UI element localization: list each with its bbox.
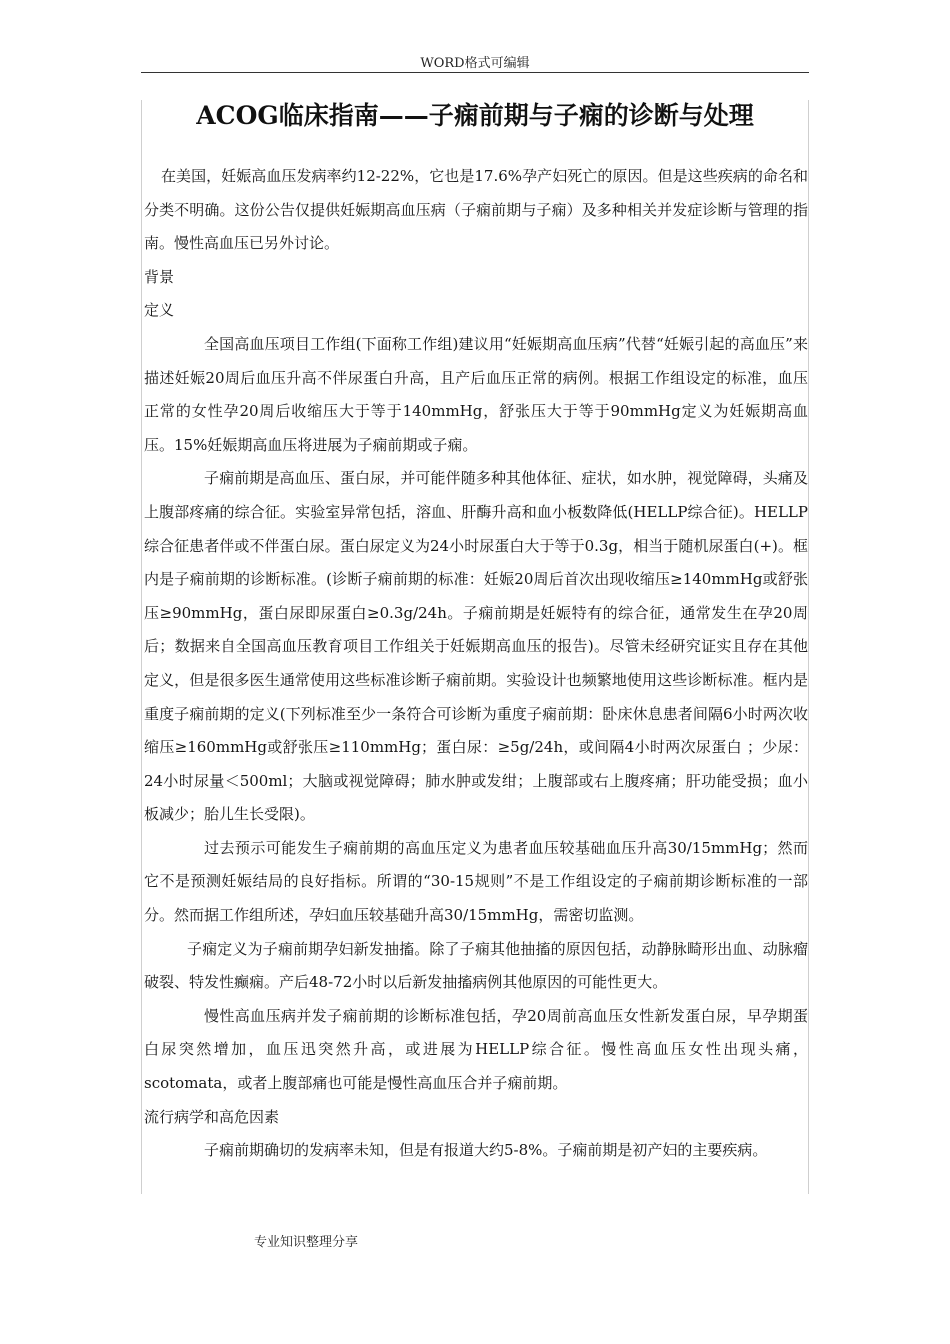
document-title: ACOG临床指南——子痫前期与子痫的诊断与处理 xyxy=(196,101,754,130)
paragraph-incidence: 子痫前期确切的发病率未知，但是有报道大约5-8%。子痫前期是初产妇的主要疾病。 xyxy=(204,1141,768,1160)
paragraph-superimposed-preeclampsia: 慢性高血压病并发子痫前期的诊断标准包括，孕20周前高血压女性新发蛋白尿，早孕期蛋白尿突然增加，血压迅突然升高，或进展为HELLP综合征。慢性高血压女性出现头痛，scotomata，或者上腹部痛也可能是慢性高血压合并子痫前期。 xyxy=(144,1006,808,1093)
right-margin-line xyxy=(808,100,809,1194)
paragraph-preeclampsia: 子痫前期是高血压、蛋白尿，并可能伴随多种其他体征、症状，如水肿，视觉障碍，头痛及上腹部疼痛的综合征。实验室异常包括，溶血、肝酶升高和血小板数降低(HELLP综合征)。HELLP综合征患者伴或不伴蛋白尿。蛋白尿定义为24小时尿蛋白大于等于0.3g，相当于随机尿蛋白(+)。框内是子痫前期的诊断标准。(诊断子痫前期的标准：妊娠20周后首次出现收缩压≥140mmHg或舒张压≥90mmHg，蛋白尿即尿蛋白≥0.3g/24h。子痫前期是妊娠特有的综合征，通常发生在孕20周后；数据来自全国高血压教育项目工作组关于妊娠期高血压的报告)。尽管未经研究证实且存在其他定义，但是很多医生通常使用这些标准诊断子痫前期。实验设计也频繁地使用这些诊断标准。框内是重度子痫前期的定义(下列标准至少一条符合可诊断为重度子痫前期：卧床休息患者间隔6小时两次收缩压≥160mmHg或舒张压≥110mmHg；蛋白尿：≥5g/24h，或间隔4小时两次尿蛋白 ；少尿：24小时尿量＜500ml；大脑或视觉障碍；肺水肿或发绀；上腹部或右上腹疼痛；肝功能受损；血小板减少；胎儿生长受限)。 xyxy=(144,469,808,824)
header-rule xyxy=(141,72,809,73)
header-text: WORD格式可编辑 xyxy=(420,56,530,71)
section-heading-background: 背景 xyxy=(144,267,175,286)
paragraph-intro: 在美国，妊娠高血压发病率约12-22%，它也是17.6%孕产妇死亡的原因。但是这些疾病的命名和分类不明确。这份公告仅提供妊娠期高血压病（子痫前期与子痫）及多种相关并发症诊断与管理的指南。慢性高血压已另外讨论。 xyxy=(144,167,808,253)
paragraph-30-15-rule: 过去预示可能发生子痫前期的高血压定义为患者血压较基础血压升高30/15mmHg；然而它不是预测妊娠结局的良好指标。所谓的“30-15规则”不是工作组设定的子痫前期诊断标准的一部分。然而据工作组所述，孕妇血压较基础升高30/15mmHg，需密切监测。 xyxy=(144,838,808,925)
left-margin-line xyxy=(141,100,142,1194)
paragraph-eclampsia: 子痫定义为子痫前期孕妇新发抽搐。除了子痫其他抽搐的原因包括，动静脉畸形出血、动脉瘤破裂、特发性癫痫。产后48-72小时以后新发抽搐病例其他原因的可能性更大。 xyxy=(144,939,808,992)
section-heading-definition: 定义 xyxy=(144,301,175,320)
page-footer: 专业知识整理分享 xyxy=(254,1235,359,1250)
document-body xyxy=(144,160,808,1168)
paragraph-gestational-hypertension: 全国高血压项目工作组(下面称工作组)建议用“妊娠期高血压病”代替“妊娠引起的高血压”来描述妊娠20周后血压升高不伴尿蛋白升高，且产后血压正常的病例。根据工作组设定的标准，血压正常的女性孕20周后收缩压大于等于140mmHg，舒张压大于等于90mmHg定义为妊娠期高血压。15%妊娠期高血压将进展为子痫前期或子痫。 xyxy=(144,334,808,454)
section-heading-epidemiology: 流行病学和高危因素 xyxy=(144,1107,280,1126)
